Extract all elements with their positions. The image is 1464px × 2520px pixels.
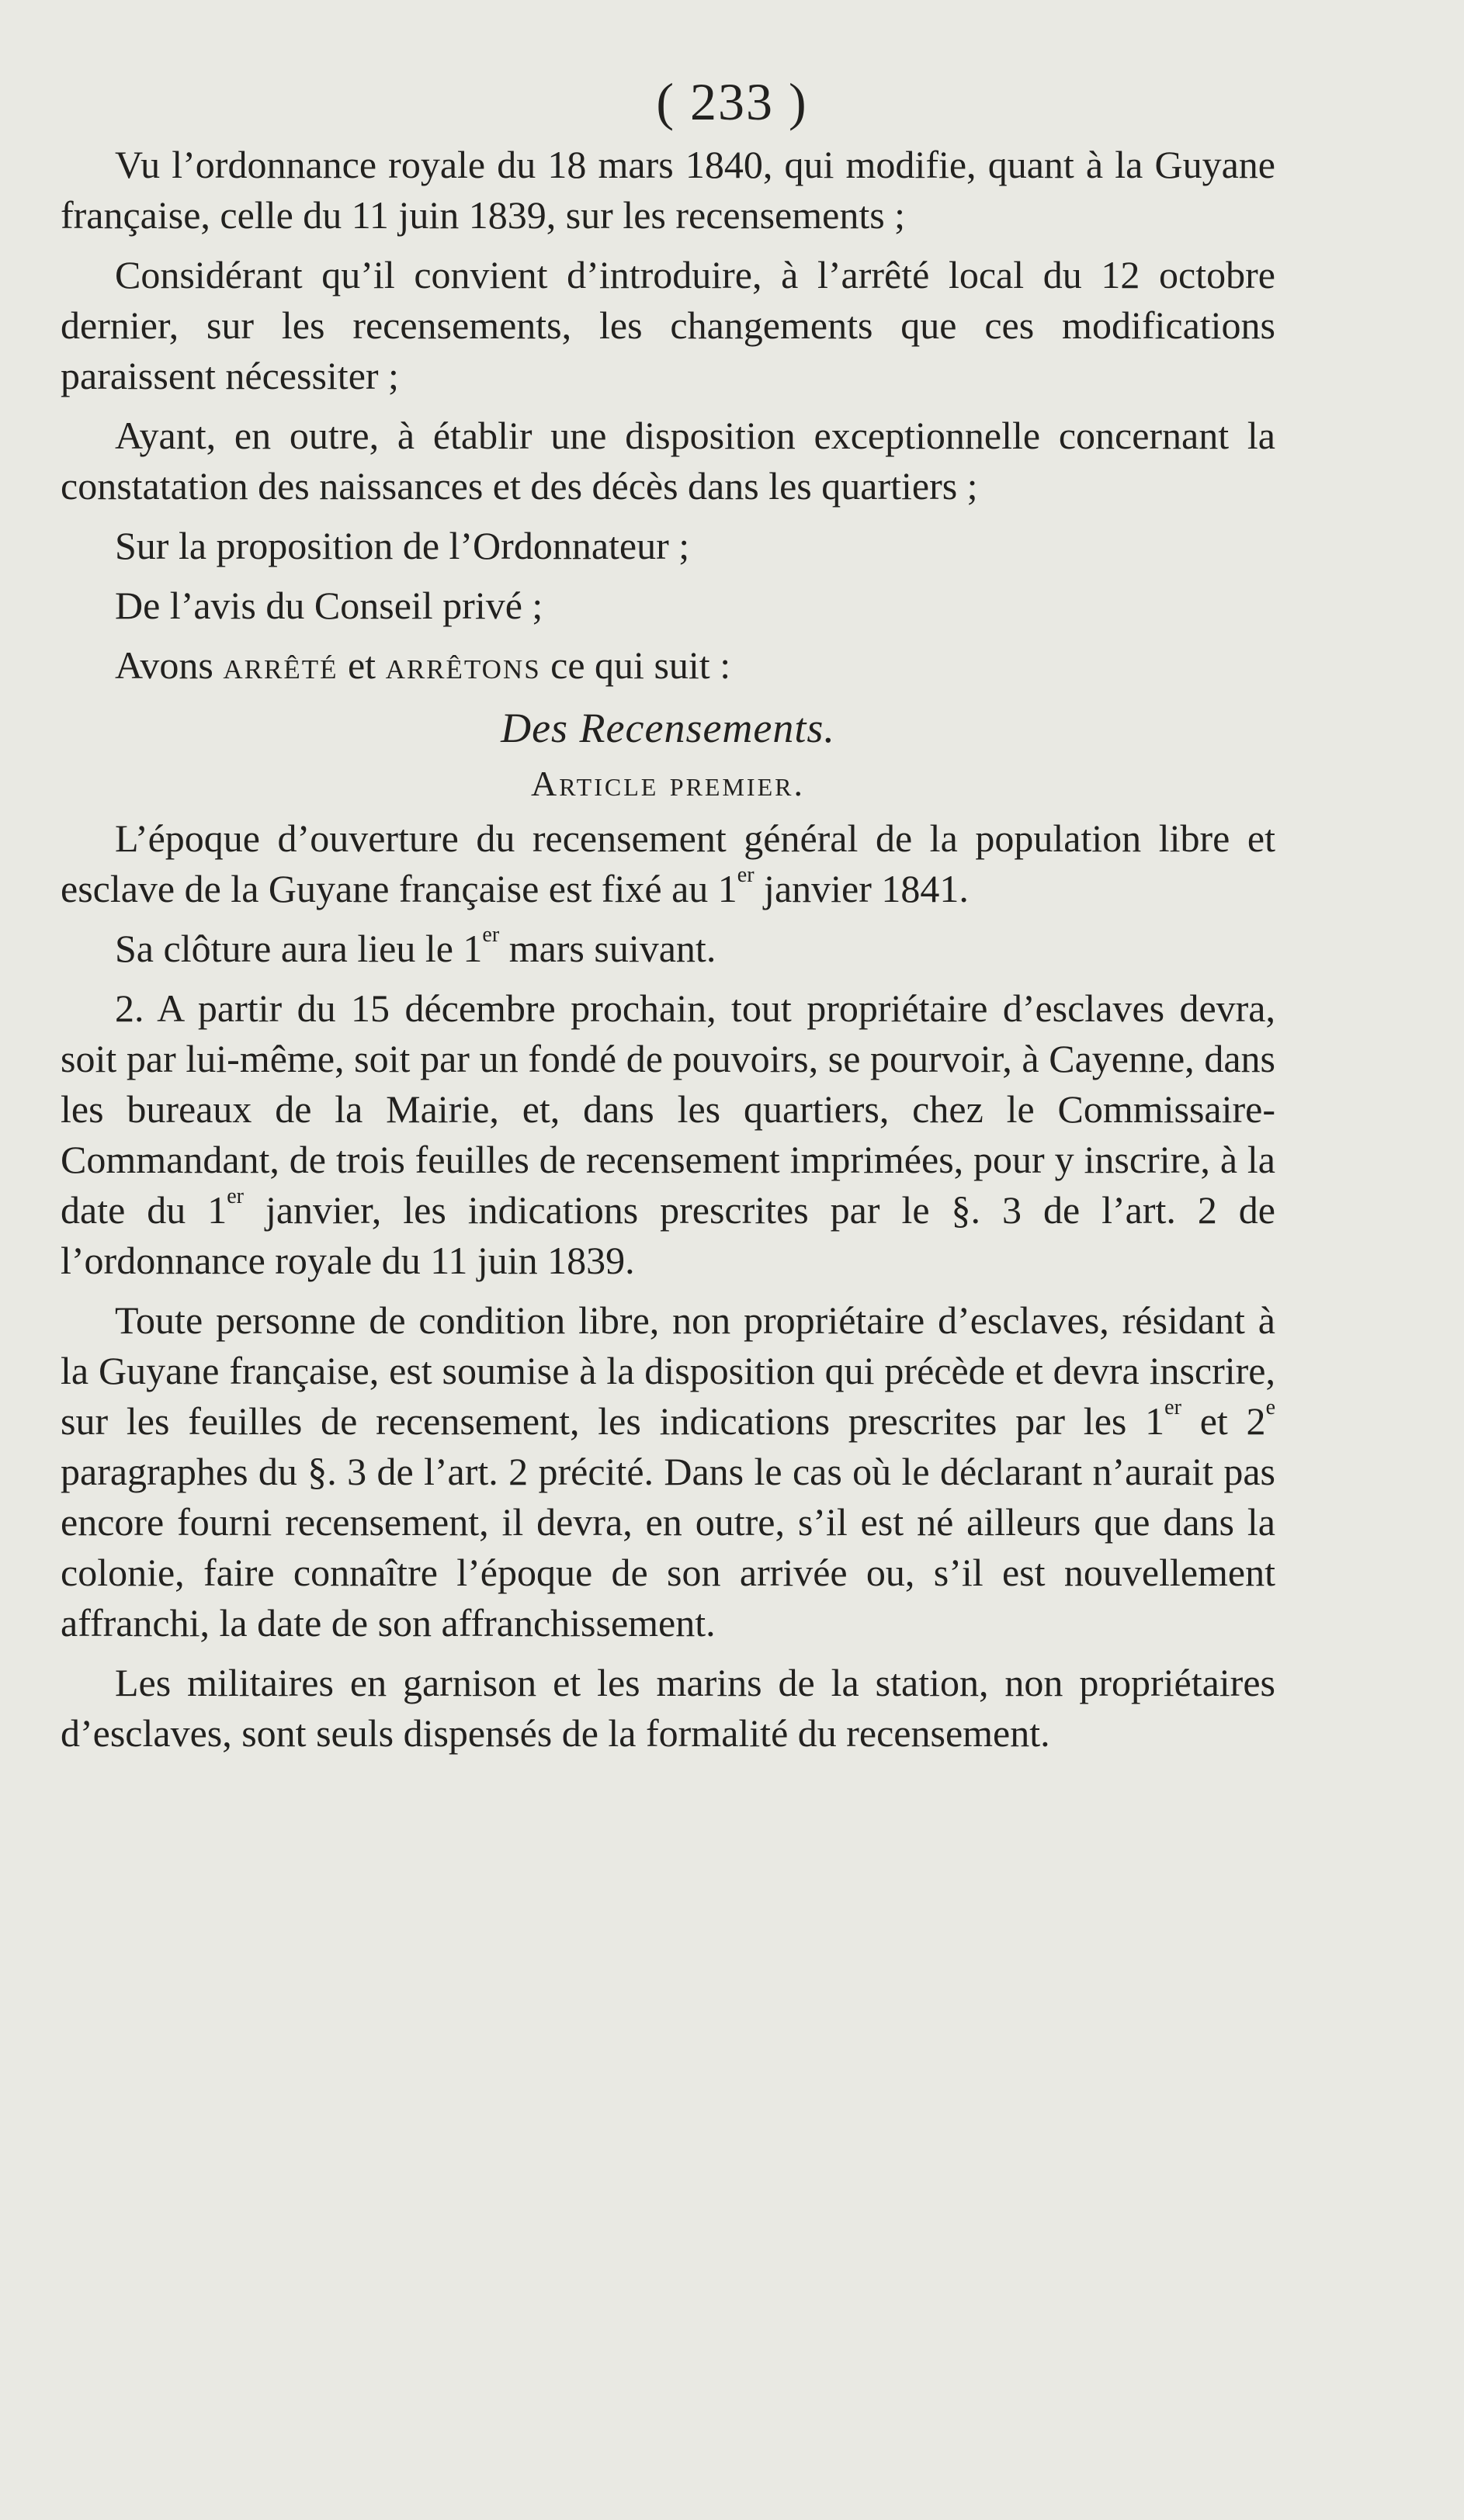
section-title: Des Recensements. [501,705,835,751]
enact-word-arretons: arrêtons [385,643,541,687]
art1-p2-text: Sa clôture aura lieu le 1 [115,927,483,970]
art2-p1-text: 2. A partir du 15 décembre prochain, tout propriétaire d’esclaves devra, soit par lui-même, soit par un fondé de pouvoirs, se pourvoir, à Cayenne, dans les bureaux de la Mairie, et, dans les quartiers, chez le Commissaire-Commandant, de trois feuilles de recensement imprimées, pour y inscrire, à la date du 1 [61,986,1275,1232]
page-number: ( 233 ) [656,72,808,131]
paragraph-ayant: Ayant, en outre, à établir une disposition exceptionnelle concernant la constatation des naissances et des décès dans les quartiers ; [61,414,1275,508]
article-2-paragraph-1 [61,983,1275,1286]
enact-middle: et [338,643,386,687]
art2-p1-end: janvier, les indications prescrites par le §. 3 de l’art. 2 de l’ordonnance royale du 11 juin 1839. [61,1188,1276,1282]
paragraph-considerant: Considérant qu’il convient d’introduire, à l’arrêté local du 12 octobre dernier, sur les recensements, les changements que ces modifications paraissent nécessiter ; [61,253,1275,397]
paragraph-proposition: Sur la proposition de l’Ordonnateur ; [115,524,690,567]
art1-p2-end: mars suivant. [499,927,716,970]
art1-p1-end: janvier 1841. [754,867,969,910]
paragraph-ordonnance: Vu l’ordonnance royale du 18 mars 1840, qui modifie, quant à la Guyane française, celle du 11 juin 1839, sur les recensements ; [61,143,1275,237]
article-2-paragraph-2 [61,1295,1275,1648]
article-2-paragraph-3: Les militaires en garnison et les marins de la station, non propriétaires d’esclaves, sont seuls dispensés de la formalité du recensement. [61,1661,1275,1755]
article-1-paragraph-2 [61,924,1275,974]
art2-p2-mid: et 2 [1181,1399,1266,1443]
enact-after: ce qui suit : [540,643,731,687]
art2-p2-sup2: e [1265,1395,1275,1419]
art2-p1-sup: er [227,1184,244,1208]
article-1-paragraph-1 [61,813,1275,914]
art1-p1-sup: er [737,863,755,887]
paragraph-avis: De l’avis du Conseil privé ; [115,584,543,627]
enact-before: Avons [115,643,224,687]
art2-p2-end: paragraphes du §. 3 de l’art. 2 précité. Dans le cas où le déclarant n’aurait pas encore fourni recensement, il devra, en outre, s’il est né ailleurs que dans la colonie, faire connaître l’époque de son arrivée ou, s’il est nouvellement affranchi, la date de son affranchissement. [61,1450,1275,1645]
art2-p2-sup1: er [1164,1395,1181,1419]
text-body [61,140,1275,1768]
paragraph-enactment [61,640,1275,691]
enact-word-arrete: arrêté [223,643,338,687]
art2-p2-text: Toute personne de condition libre, non propriétaire d’esclaves, résidant à la Guyane française, est soumise à la disposition qui précède et devra inscrire, sur les feuilles de recensement, les indications prescrites par les 1 [61,1298,1275,1443]
article-title: Article premier. [531,764,805,803]
art1-p1-text: L’époque d’ouverture du recensement général de la population libre et esclave de la Guyane française est fixé au 1 [61,816,1275,910]
art1-p2-sup: er [482,923,500,947]
